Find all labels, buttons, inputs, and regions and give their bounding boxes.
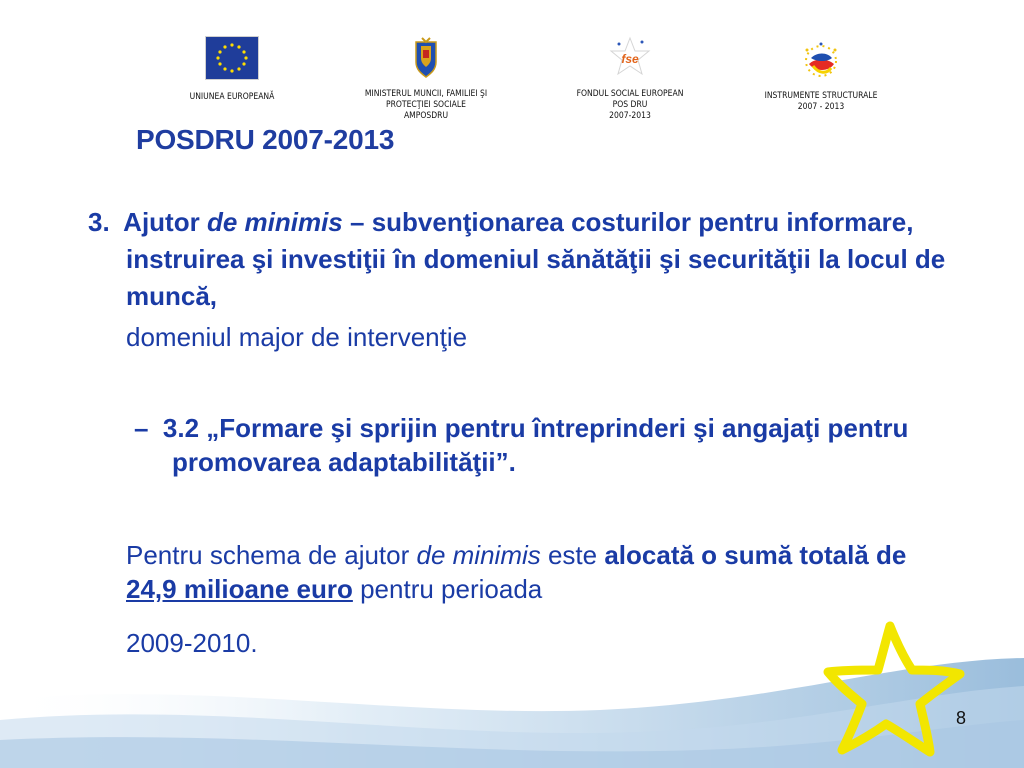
fse-logo-text: fse: [621, 52, 639, 66]
item-rest: – subvenţionarea costurilor pentru informare, instruirea şi investiţii în domeniul sănătăţii şi securităţii la locul de muncă,: [126, 207, 946, 311]
sub-list-item: [134, 411, 972, 479]
para-part3: pentru perioada: [352, 574, 543, 604]
eu-logo-block: [172, 36, 292, 103]
para-italic: de minimis: [416, 540, 541, 570]
eu-caption: UNIUNEA EUROPEANĂ: [189, 92, 275, 102]
para-part1: Pentru schema de ajutor: [126, 540, 417, 570]
yellow-star-icon: [820, 618, 970, 758]
para-bold: alocată o sumă totală de: [604, 540, 907, 570]
instrumente-caption: INSTRUMENTE STRUCTURALE 2007 - 2013: [764, 91, 878, 112]
fse-caption: FONDUL SOCIAL EUROPEAN POS DRU 2007-2013: [576, 89, 684, 121]
fse-logo-block: [558, 36, 702, 122]
instrumente-logo-block: [746, 38, 896, 113]
para-amount: 24,9 milioane euro: [126, 574, 353, 604]
para-part2: este: [540, 540, 605, 570]
sub-item-text: 3.2 „Formare şi sprijin pentru întreprinderi şi angajaţi pentru promovarea adaptabilităţii”.: [162, 413, 909, 477]
dash-bullet: –: [134, 413, 149, 443]
romania-crest-icon: [412, 36, 440, 78]
page-number: 8: [955, 708, 966, 728]
item-number: 3.: [88, 207, 110, 237]
list-item-3: [88, 204, 1016, 315]
ministry-caption: MINISTERUL MUNCII, FAMILIEI ŞI PROTECŢIEI SOCIALE AMPOSDRU: [364, 89, 488, 121]
allocation-paragraph: [126, 538, 946, 606]
ministry-logo-block: [336, 36, 516, 122]
item-italic: de minimis: [206, 207, 343, 237]
eu-flag-icon: [205, 36, 259, 80]
intervention-domain-label: domeniul major de intervenţie: [126, 322, 468, 352]
structural-instruments-icon: [797, 38, 845, 84]
period-years: 2009-2010.: [126, 628, 258, 658]
fse-logo-icon: [606, 36, 654, 76]
item-lead: Ajutor: [123, 207, 200, 237]
slide-title: POSDRU 2007-2013: [136, 124, 395, 155]
